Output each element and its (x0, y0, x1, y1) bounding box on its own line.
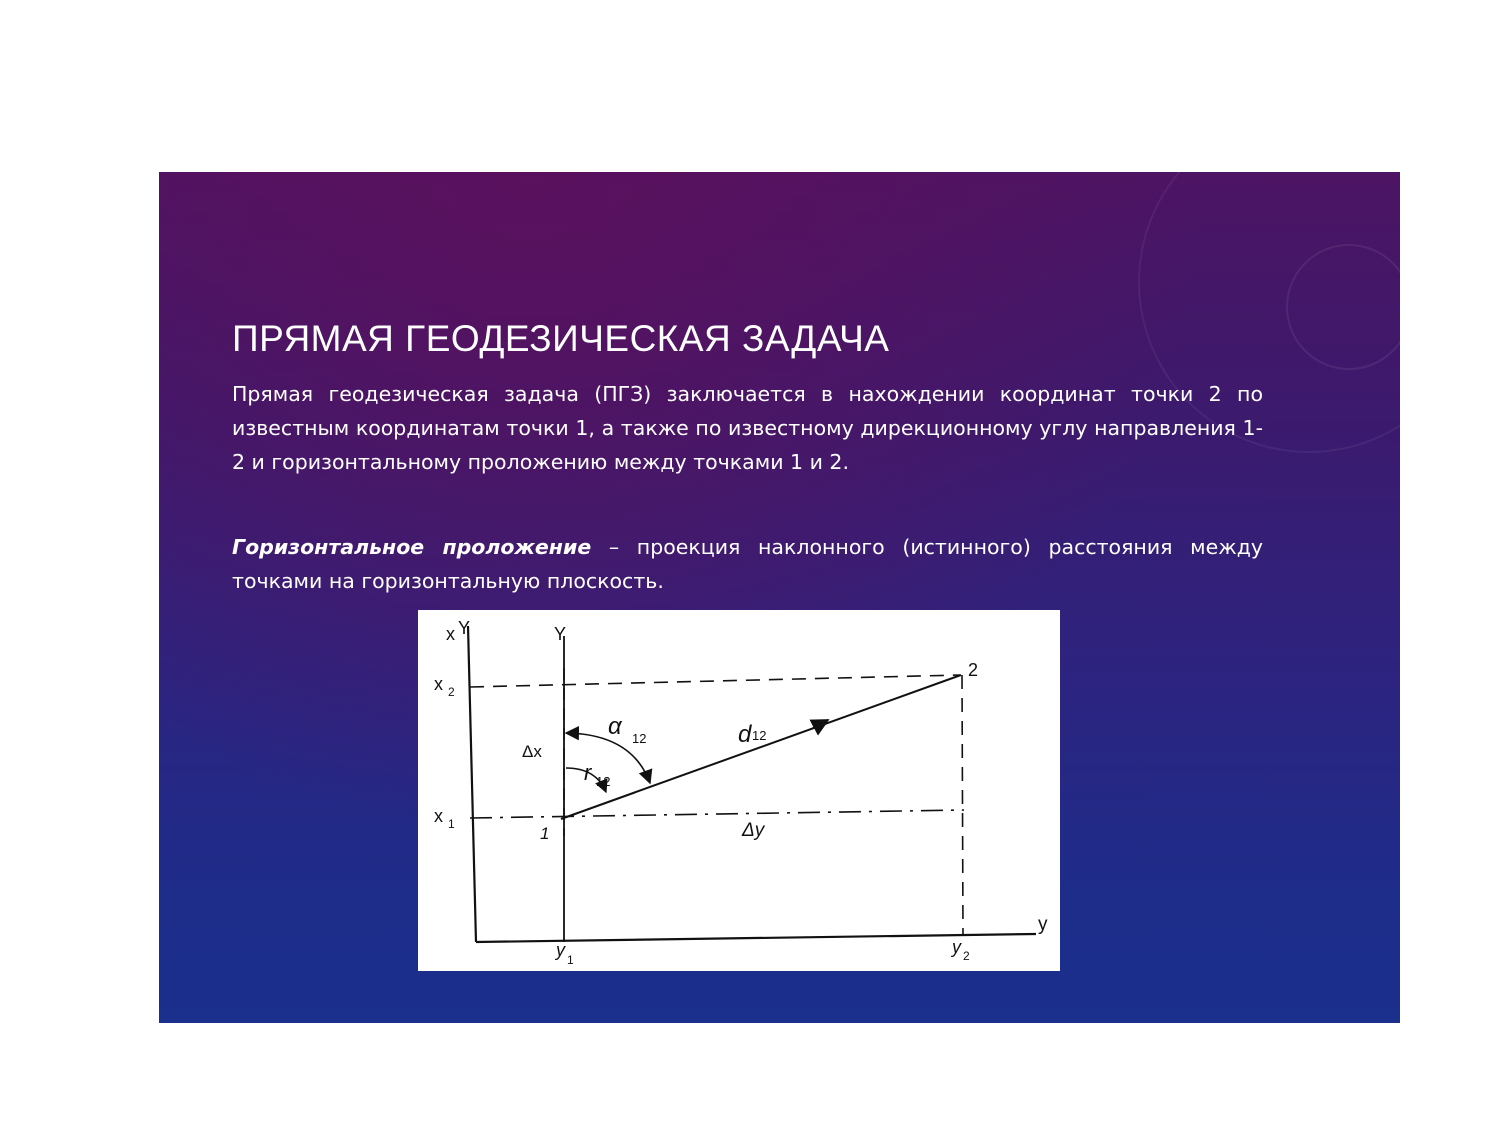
x1-subscript: 1 (448, 817, 455, 831)
x2-subscript: 2 (448, 685, 455, 699)
y2-subscript: 2 (963, 949, 970, 963)
point2-dashed-line (962, 675, 963, 936)
axis-x-outer-label: x (446, 624, 455, 644)
x2-dashed-line (470, 675, 960, 687)
term-horizontal-distance: Горизонтальное проложение (232, 535, 592, 559)
y2-label: y (952, 937, 961, 957)
definition-paragraph: Прямая геодезическая задача (ПГЗ) заключается в нахождении координат точки 2 по известным координатам точки 1, а также по известному дирекционному углу направления 1-2 и горизонтальному проложению между точками 1 и 2. (232, 382, 1263, 474)
direct-geodetic-problem-diagram (418, 610, 1060, 971)
y1-subscript: 1 (567, 953, 574, 967)
x1-label: x (434, 806, 443, 826)
slide (159, 172, 1400, 1023)
axis-y-end-label: y (1038, 914, 1048, 935)
outer-x-axis (468, 626, 476, 942)
term-definition: – проекция наклонного (истинного) расстояния между точками на горизонтальную плоскость. (232, 535, 1263, 593)
d-subscript: 12 (752, 728, 767, 743)
delta-y-label: Δy (742, 820, 765, 841)
horizontal-distance-paragraph (232, 530, 1263, 598)
alpha-label: α (608, 713, 622, 740)
point1-label: 1 (540, 824, 550, 843)
r-subscript: 12 (596, 774, 611, 789)
axis-y-outer-label: Y (458, 618, 471, 638)
r-label: r (584, 760, 592, 785)
x1-dashdot-line (470, 810, 964, 818)
delta-x-label: Δx (522, 742, 542, 761)
x2-label: x (434, 674, 443, 694)
alpha-subscript: 12 (632, 731, 647, 746)
y1-label: y (556, 940, 565, 960)
axis-y-inner-label: Y (554, 624, 567, 644)
point2-label: 2 (968, 660, 979, 680)
slide-title: ПРЯМАЯ ГЕОДЕЗИЧЕСКАЯ ЗАДАЧА (232, 318, 890, 359)
diagram-figure (418, 610, 1060, 971)
d-label: d (738, 721, 752, 748)
